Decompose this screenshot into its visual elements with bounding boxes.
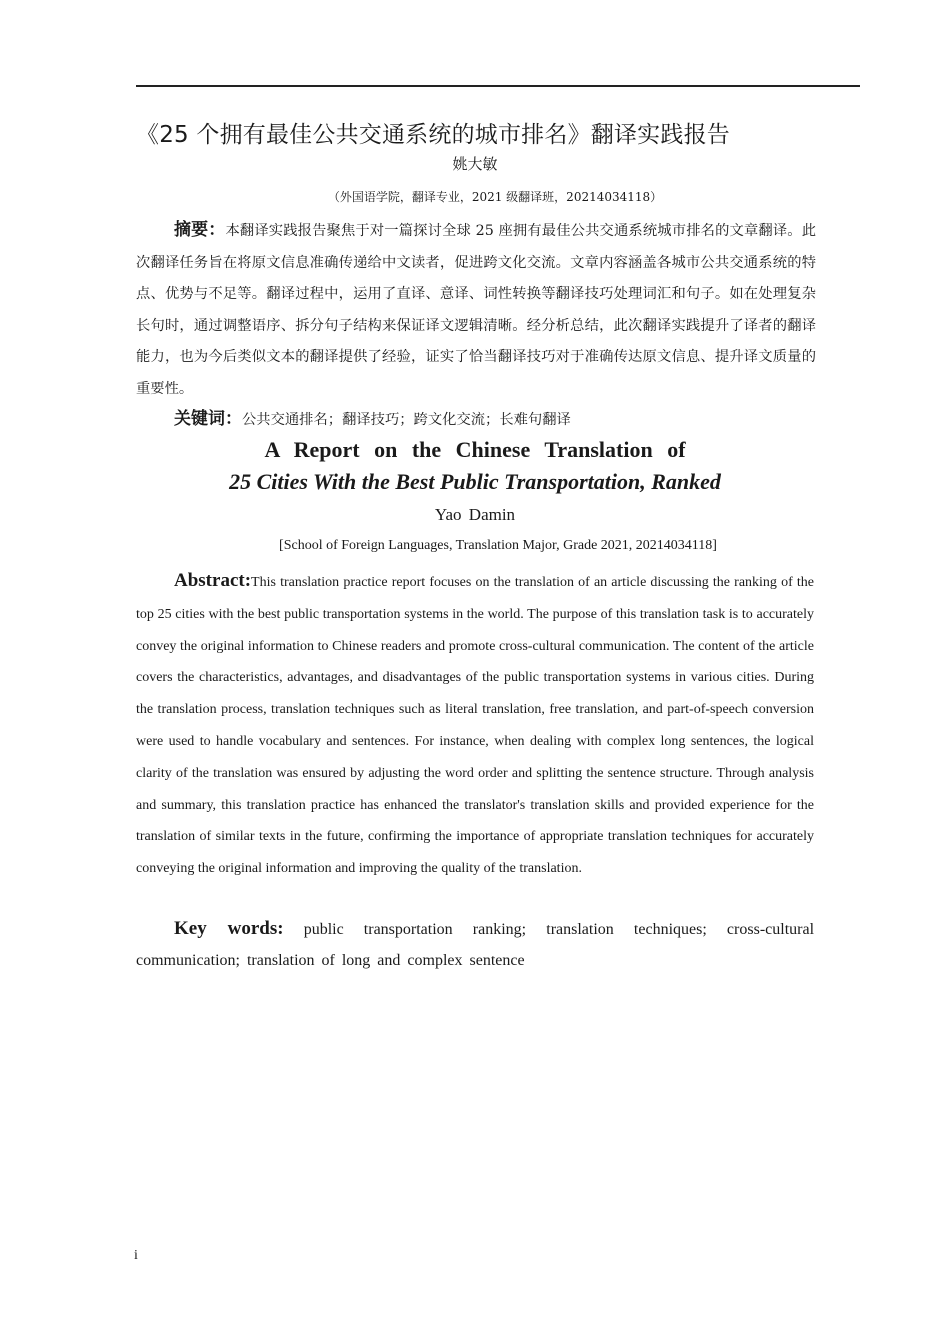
english-affiliation: [School of Foreign Languages, Translation Major, Grade 2021, 20214034118] (279, 538, 717, 553)
header-rule (136, 85, 860, 87)
english-abstract-text: This translation practice report focuses on the translation of an article discussing the ranking of the top 25 cities with the best public transportation systems in the world. The purpose of this translation task is to accurately convey the original information to Chinese readers and promote cross-cultural communication. The content of the article covers the characteristics, advantages, and disadvantages of the public transportation systems in various cities. During the translation process, translation techniques such as literal translation, free translation, and part-of-speech conversion were used to handle vocabulary and sentences. For instance, when dealing with complex long sentences, the logical clarity of the translation was ensured by adjusting the word order and splitting the sentence structure. Through analysis and summary, this translation practice has enhanced the translator's translation skills and provided experience for the translation of similar texts in the future, confirming the importance of appropriate translation techniques for accurately conveying the original information and improving the quality of the translation. (136, 575, 814, 877)
english-author: Yao Damin (434, 505, 516, 524)
chinese-affiliation: （外国语学院，翻译专业，2021 级翻译班，20214034118） (327, 190, 663, 204)
page-number: i (134, 1248, 138, 1263)
english-title-line1: A Report on the Chinese Translation of (264, 437, 686, 462)
chinese-keywords-label: 关键词： (174, 409, 242, 429)
english-keywords-label: Key words: (174, 918, 284, 939)
chinese-keywords-text: 公共交通排名；翻译技巧；跨文化交流；长难句翻译 (242, 412, 571, 428)
english-abstract (136, 565, 814, 885)
english-keywords (136, 914, 814, 976)
chinese-abstract (136, 215, 816, 406)
chinese-abstract-label: 摘要： (174, 220, 226, 240)
english-abstract-label: Abstract: (174, 570, 252, 591)
chinese-abstract-text: 本翻译实践报告聚焦于对一篇探讨全球 25 座拥有最佳公共交通系统城市排名的文章翻译。此次翻译任务旨在将原文信息准确传递给中文读者，促进跨文化交流。文章内容涵盖各城市公共交通系统的特点、优势与不足等。翻译过程中，运用了直译、意译、词性转换等翻译技巧处理词汇和句子。如在处理复杂长句时，通过调整语序、拆分句子结构来保证译文逻辑清晰。经分析总结，此次翻译实践提升了译者的翻译能力，也为今后类似文本的翻译提供了经验，证实了恰当翻译技巧对于准确传达原文信息、提升译文质量的重要性。 (136, 223, 817, 397)
chinese-title: 《25 个拥有最佳公共交通系统的城市排名》翻译实践报告 (136, 122, 730, 148)
chinese-author: 姚大敏 (452, 155, 498, 173)
chinese-keywords (136, 404, 816, 436)
english-title-line2: 25 Cities With the Best Public Transportation, Ranked (229, 469, 721, 494)
english-keywords-text: public transportation ranking; translation techniques; cross-cultural communication; translation of long and complex sentence (136, 921, 815, 969)
